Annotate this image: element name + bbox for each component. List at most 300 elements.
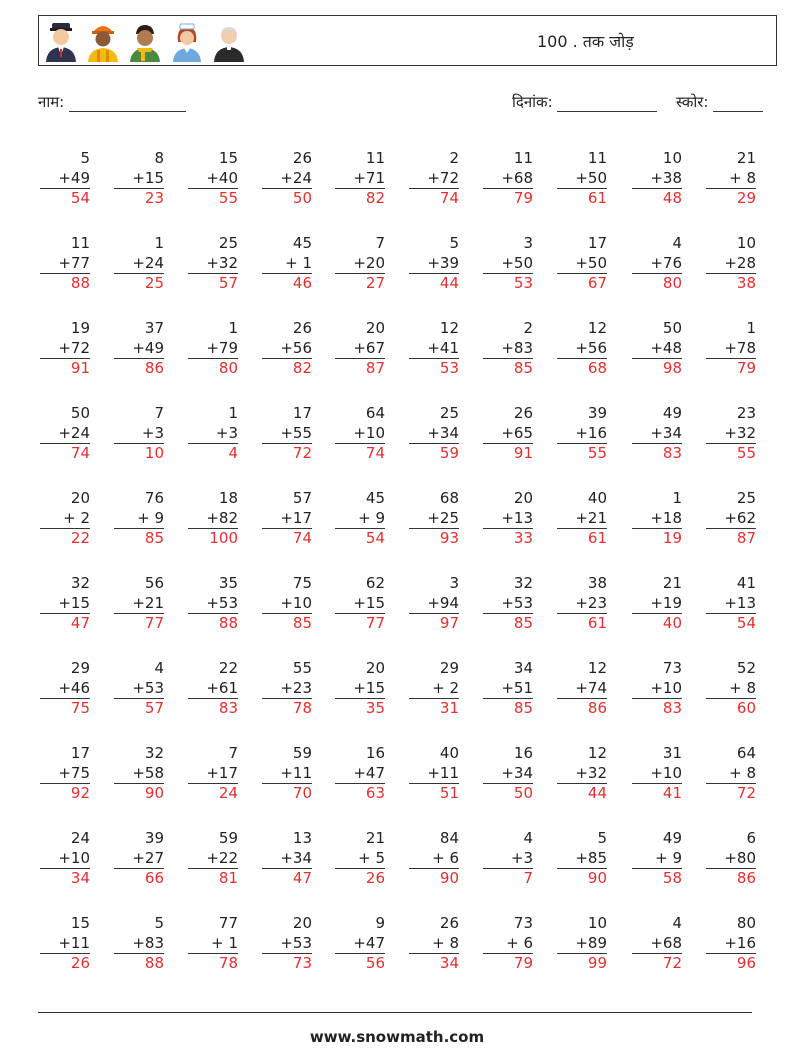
answer: 77 (365, 614, 385, 632)
addition-problem (483, 914, 533, 974)
answer: 44 (439, 274, 459, 292)
addition-problem (409, 404, 459, 464)
answer: 46 (292, 274, 312, 292)
answer: 40 (662, 614, 682, 632)
second-addend: + 8 (706, 169, 756, 190)
first-addend: 20 (513, 489, 533, 507)
addition-problem (188, 574, 238, 634)
second-addend: +49 (40, 169, 90, 190)
answer: 78 (218, 954, 238, 972)
answer: 57 (144, 699, 164, 717)
addition-problem (706, 404, 756, 464)
date-label: दिनांक: (512, 93, 553, 111)
first-addend: 49 (662, 829, 682, 847)
first-addend: 39 (144, 829, 164, 847)
first-addend: 68 (439, 489, 459, 507)
first-addend: 19 (70, 319, 90, 337)
first-addend: 26 (439, 914, 459, 932)
first-addend: 39 (587, 404, 607, 422)
first-addend: 25 (736, 489, 756, 507)
addition-problem (188, 319, 238, 379)
answer: 83 (662, 699, 682, 717)
first-addend: 50 (662, 319, 682, 337)
second-addend: +25 (409, 509, 459, 530)
addition-problem (262, 829, 312, 889)
second-addend: +13 (483, 509, 533, 530)
second-addend: +85 (557, 849, 607, 870)
addition-problem (557, 744, 607, 804)
first-addend: 11 (365, 149, 385, 167)
addition-problem (40, 319, 90, 379)
addition-problem (262, 404, 312, 464)
answer: 92 (70, 784, 90, 802)
first-addend: 38 (587, 574, 607, 592)
addition-problem (557, 829, 607, 889)
second-addend: +27 (114, 849, 164, 870)
second-addend: +53 (262, 934, 312, 955)
addition-problem (262, 914, 312, 974)
second-addend: +34 (262, 849, 312, 870)
addition-problem (188, 404, 238, 464)
second-addend: + 8 (409, 934, 459, 955)
addition-problem (114, 319, 164, 379)
answer: 4 (228, 444, 238, 462)
addition-problem (706, 574, 756, 634)
addition-problem (483, 829, 533, 889)
second-addend: +72 (409, 169, 459, 190)
answer: 82 (292, 359, 312, 377)
answer: 59 (439, 444, 459, 462)
first-addend: 1 (746, 319, 756, 337)
addition-problem (409, 574, 459, 634)
first-addend: 64 (736, 744, 756, 762)
first-addend: 40 (439, 744, 459, 762)
answer: 77 (144, 614, 164, 632)
second-addend: +13 (706, 594, 756, 615)
first-addend: 3 (449, 574, 459, 592)
second-addend: + 5 (335, 849, 385, 870)
first-addend: 16 (513, 744, 533, 762)
addition-problem (483, 744, 533, 804)
answer: 83 (662, 444, 682, 462)
first-addend: 11 (587, 149, 607, 167)
answer: 88 (218, 614, 238, 632)
first-addend: 34 (513, 659, 533, 677)
answer: 47 (70, 614, 90, 632)
answer: 87 (365, 359, 385, 377)
first-addend: 21 (365, 829, 385, 847)
second-addend: +20 (335, 254, 385, 275)
first-addend: 50 (70, 404, 90, 422)
second-addend: + 9 (632, 849, 682, 870)
answer: 61 (587, 529, 607, 547)
answer: 55 (218, 189, 238, 207)
second-addend: +53 (114, 679, 164, 700)
second-addend: +11 (40, 934, 90, 955)
first-addend: 59 (218, 829, 238, 847)
answer: 74 (439, 189, 459, 207)
second-addend: +68 (632, 934, 682, 955)
second-addend: + 1 (188, 934, 238, 955)
answer: 96 (736, 954, 756, 972)
answer: 26 (365, 869, 385, 887)
second-addend: +51 (483, 679, 533, 700)
first-addend: 49 (662, 404, 682, 422)
first-addend: 3 (523, 234, 533, 252)
first-addend: 7 (228, 744, 238, 762)
first-addend: 56 (144, 574, 164, 592)
second-addend: + 8 (706, 679, 756, 700)
addition-problem (409, 829, 459, 889)
second-addend: +23 (262, 679, 312, 700)
addition-problem (557, 319, 607, 379)
second-addend: +10 (335, 424, 385, 445)
addition-problem (483, 234, 533, 294)
addition-problem (483, 149, 533, 209)
answer: 54 (736, 614, 756, 632)
addition-problem (335, 574, 385, 634)
answer: 55 (736, 444, 756, 462)
first-addend: 11 (70, 234, 90, 252)
addition-problem (335, 489, 385, 549)
answer: 88 (144, 954, 164, 972)
addition-problem (409, 489, 459, 549)
first-addend: 17 (70, 744, 90, 762)
second-addend: +75 (40, 764, 90, 785)
addition-problem (706, 234, 756, 294)
addition-problem (632, 404, 682, 464)
first-addend: 20 (292, 914, 312, 932)
answer: 79 (513, 954, 533, 972)
first-addend: 29 (439, 659, 459, 677)
second-addend: +74 (557, 679, 607, 700)
addition-problem (188, 489, 238, 549)
addition-problem (706, 319, 756, 379)
second-addend: +34 (409, 424, 459, 445)
answer: 87 (736, 529, 756, 547)
first-addend: 12 (439, 319, 459, 337)
answer: 29 (736, 189, 756, 207)
second-addend: +22 (188, 849, 238, 870)
second-addend: +83 (483, 339, 533, 360)
first-addend: 32 (70, 574, 90, 592)
second-addend: +28 (706, 254, 756, 275)
first-addend: 15 (218, 149, 238, 167)
first-addend: 35 (218, 574, 238, 592)
addition-problem (409, 744, 459, 804)
addition-problem (335, 744, 385, 804)
first-addend: 59 (292, 744, 312, 762)
second-addend: + 9 (335, 509, 385, 530)
answer: 72 (736, 784, 756, 802)
addition-problem (409, 149, 459, 209)
second-addend: +41 (409, 339, 459, 360)
answer: 7 (523, 869, 533, 887)
addition-problem (188, 149, 238, 209)
first-addend: 29 (70, 659, 90, 677)
second-addend: +47 (335, 764, 385, 785)
addition-problem (262, 149, 312, 209)
addition-problem (262, 319, 312, 379)
addition-problem (262, 489, 312, 549)
answer: 41 (662, 784, 682, 802)
first-addend: 2 (523, 319, 533, 337)
addition-problem (114, 234, 164, 294)
answer: 86 (736, 869, 756, 887)
addition-problem (706, 829, 756, 889)
addition-problem (188, 659, 238, 719)
addition-problem (632, 319, 682, 379)
first-addend: 10 (587, 914, 607, 932)
second-addend: +15 (114, 169, 164, 190)
first-addend: 64 (365, 404, 385, 422)
second-addend: +32 (188, 254, 238, 275)
second-addend: + 2 (40, 509, 90, 530)
first-addend: 17 (292, 404, 312, 422)
answer: 85 (292, 614, 312, 632)
first-addend: 25 (439, 404, 459, 422)
addition-problem (706, 149, 756, 209)
first-addend: 10 (736, 234, 756, 252)
addition-problem (335, 149, 385, 209)
second-addend: +89 (557, 934, 607, 955)
addition-problem (40, 744, 90, 804)
second-addend: +23 (557, 594, 607, 615)
answer: 91 (513, 444, 533, 462)
first-addend: 6 (746, 829, 756, 847)
first-addend: 5 (154, 914, 164, 932)
second-addend: +53 (483, 594, 533, 615)
second-addend: +40 (188, 169, 238, 190)
first-addend: 23 (736, 404, 756, 422)
second-addend: +10 (40, 849, 90, 870)
answer: 85 (513, 359, 533, 377)
first-addend: 5 (80, 149, 90, 167)
answer: 24 (218, 784, 238, 802)
answer: 10 (144, 444, 164, 462)
second-addend: +68 (483, 169, 533, 190)
second-addend: +10 (262, 594, 312, 615)
first-addend: 40 (587, 489, 607, 507)
first-addend: 4 (672, 234, 682, 252)
second-addend: +47 (335, 934, 385, 955)
second-addend: +65 (483, 424, 533, 445)
answer: 90 (144, 784, 164, 802)
first-addend: 26 (513, 404, 533, 422)
footer-divider (38, 1012, 752, 1013)
first-addend: 20 (365, 319, 385, 337)
addition-problem (706, 744, 756, 804)
second-addend: +34 (632, 424, 682, 445)
first-addend: 17 (587, 234, 607, 252)
answer: 53 (513, 274, 533, 292)
answer: 75 (70, 699, 90, 717)
addition-problem (557, 149, 607, 209)
addition-problem (114, 829, 164, 889)
answer: 97 (439, 614, 459, 632)
addition-problem (40, 829, 90, 889)
first-addend: 1 (154, 234, 164, 252)
first-addend: 4 (672, 914, 682, 932)
addition-problem (557, 234, 607, 294)
addition-problem (335, 829, 385, 889)
addition-problem (262, 659, 312, 719)
answer: 74 (70, 444, 90, 462)
first-addend: 21 (662, 574, 682, 592)
first-addend: 10 (662, 149, 682, 167)
first-addend: 73 (513, 914, 533, 932)
first-addend: 13 (292, 829, 312, 847)
first-addend: 12 (587, 659, 607, 677)
answer: 91 (70, 359, 90, 377)
second-addend: +50 (557, 169, 607, 190)
first-addend: 26 (292, 319, 312, 337)
answer: 19 (662, 529, 682, 547)
answer: 56 (365, 954, 385, 972)
answer: 25 (144, 274, 164, 292)
second-addend: +11 (262, 764, 312, 785)
answer: 31 (439, 699, 459, 717)
addition-problem (114, 914, 164, 974)
answer: 74 (292, 529, 312, 547)
answer: 80 (662, 274, 682, 292)
answer: 54 (365, 529, 385, 547)
first-addend: 37 (144, 319, 164, 337)
first-addend: 80 (736, 914, 756, 932)
first-addend: 41 (736, 574, 756, 592)
first-addend: 11 (513, 149, 533, 167)
answer: 60 (736, 699, 756, 717)
addition-problem (483, 574, 533, 634)
first-addend: 45 (365, 489, 385, 507)
second-addend: +56 (557, 339, 607, 360)
addition-problem (114, 404, 164, 464)
second-addend: +53 (188, 594, 238, 615)
second-addend: + 6 (483, 934, 533, 955)
first-addend: 45 (292, 234, 312, 252)
first-addend: 15 (70, 914, 90, 932)
answer: 34 (70, 869, 90, 887)
first-addend: 12 (587, 744, 607, 762)
addition-problem (483, 404, 533, 464)
addition-problem (262, 234, 312, 294)
addition-problem (483, 659, 533, 719)
second-addend: +3 (114, 424, 164, 445)
answer: 50 (513, 784, 533, 802)
first-addend: 1 (228, 319, 238, 337)
answer: 66 (144, 869, 164, 887)
second-addend: +56 (262, 339, 312, 360)
second-addend: +49 (114, 339, 164, 360)
answer: 100 (209, 529, 238, 547)
answer: 90 (587, 869, 607, 887)
first-addend: 22 (218, 659, 238, 677)
first-addend: 31 (662, 744, 682, 762)
answer: 79 (513, 189, 533, 207)
addition-problem (188, 234, 238, 294)
first-addend: 32 (144, 744, 164, 762)
addition-problem (335, 914, 385, 974)
second-addend: +94 (409, 594, 459, 615)
answer: 54 (70, 189, 90, 207)
answer: 63 (365, 784, 385, 802)
addition-problem (40, 914, 90, 974)
second-addend: +21 (557, 509, 607, 530)
second-addend: +24 (114, 254, 164, 275)
addition-problem (262, 744, 312, 804)
second-addend: +17 (262, 509, 312, 530)
addition-problem (409, 914, 459, 974)
answer: 55 (587, 444, 607, 462)
second-addend: +39 (409, 254, 459, 275)
addition-problem (188, 829, 238, 889)
second-addend: +58 (114, 764, 164, 785)
answer: 50 (292, 189, 312, 207)
second-addend: +21 (114, 594, 164, 615)
addition-problem (188, 914, 238, 974)
second-addend: + 6 (409, 849, 459, 870)
answer: 47 (292, 869, 312, 887)
addition-problem (557, 404, 607, 464)
second-addend: +55 (262, 424, 312, 445)
second-addend: +38 (632, 169, 682, 190)
answer: 72 (292, 444, 312, 462)
second-addend: +15 (335, 679, 385, 700)
addition-problem (40, 149, 90, 209)
addition-problem (632, 149, 682, 209)
addition-problem (262, 574, 312, 634)
first-addend: 62 (365, 574, 385, 592)
first-addend: 7 (154, 404, 164, 422)
second-addend: +32 (557, 764, 607, 785)
first-addend: 24 (70, 829, 90, 847)
answer: 33 (513, 529, 533, 547)
addition-problem (632, 489, 682, 549)
second-addend: +3 (188, 424, 238, 445)
answer: 85 (513, 699, 533, 717)
addition-problem (632, 574, 682, 634)
first-addend: 20 (365, 659, 385, 677)
answer: 26 (70, 954, 90, 972)
addition-problem (706, 659, 756, 719)
first-addend: 21 (736, 149, 756, 167)
addition-problem (632, 234, 682, 294)
second-addend: +72 (40, 339, 90, 360)
second-addend: +24 (40, 424, 90, 445)
answer: 38 (736, 274, 756, 292)
addition-problem (188, 744, 238, 804)
answer: 70 (292, 784, 312, 802)
first-addend: 1 (672, 489, 682, 507)
addition-problem (706, 489, 756, 549)
answer: 85 (144, 529, 164, 547)
second-addend: +76 (632, 254, 682, 275)
addition-problem (706, 914, 756, 974)
first-addend: 73 (662, 659, 682, 677)
second-addend: +67 (335, 339, 385, 360)
first-addend: 5 (449, 234, 459, 252)
addition-problem (335, 659, 385, 719)
second-addend: +78 (706, 339, 756, 360)
second-addend: +15 (40, 594, 90, 615)
first-addend: 76 (144, 489, 164, 507)
answer: 74 (365, 444, 385, 462)
second-addend: +32 (706, 424, 756, 445)
second-addend: +17 (188, 764, 238, 785)
answer: 80 (218, 359, 238, 377)
answer: 23 (144, 189, 164, 207)
second-addend: +34 (483, 764, 533, 785)
